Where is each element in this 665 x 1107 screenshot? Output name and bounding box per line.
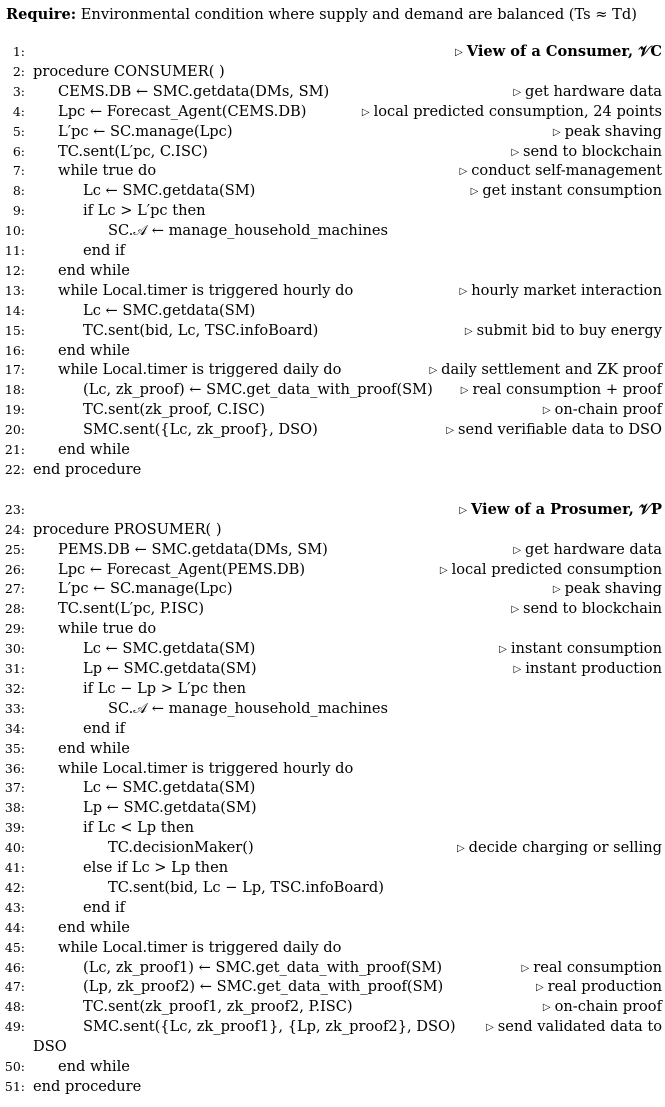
comment-text: instant consumption <box>510 640 662 658</box>
code-statement: TC.decisionMaker() <box>108 839 254 857</box>
algorithm-line <box>0 579 662 599</box>
algorithm-line <box>0 520 662 540</box>
algorithm-line <box>0 161 662 181</box>
comment-text: instant production <box>525 660 662 677</box>
line-number: 21: <box>4 442 25 457</box>
code-statement: (Lc, zk_proof1) ← SMC.get_data_with_proof(SM) <box>83 958 443 976</box>
line-comment <box>440 560 662 582</box>
code-statement: if Lc < Lp then <box>83 819 195 837</box>
code-statement: if Lc − Lp > L′pc then <box>83 679 247 697</box>
require-text: Environmental condition where supply and demand are balanced (Ts ≈ Td) <box>80 6 637 23</box>
algorithm-line <box>0 142 662 162</box>
code-statement: SMC.sent({Lc, zk_proof}, DSO) <box>83 421 318 439</box>
line-comment <box>465 321 662 343</box>
comment-triangle-icon: ▷ <box>459 285 468 297</box>
algorithm-line <box>0 918 662 938</box>
require-statement <box>6 5 661 25</box>
comment-text: on-chain proof <box>554 998 662 1016</box>
comment-text: View of a Prosumer, 𝒱P <box>470 500 662 518</box>
comment-triangle-icon: ▷ <box>535 982 544 994</box>
comment-text: decide charging or selling <box>468 839 662 857</box>
code-statement: while true do <box>58 162 157 180</box>
line-number: 19: <box>4 402 25 418</box>
algorithm-line <box>0 679 662 699</box>
algorithm-line <box>0 540 662 560</box>
line-comment <box>511 142 662 164</box>
line-number: 15: <box>4 322 25 338</box>
algorithm-line <box>0 798 662 818</box>
line-number: 34: <box>4 720 25 736</box>
comment-text: submit bid to buy energy <box>476 321 662 339</box>
line-comment <box>486 1017 662 1039</box>
line-number: 5: <box>12 123 25 139</box>
line-comment <box>461 380 662 402</box>
code-statement: Lc ← SMC.getdata(SM) <box>83 182 256 200</box>
code-statement: else if Lc > Lp then <box>83 859 229 876</box>
line-comment <box>471 181 662 203</box>
algorithm-line <box>0 599 662 619</box>
line-number: 23: <box>4 501 25 517</box>
code-statement: end while <box>58 918 130 936</box>
line-number: 22: <box>4 461 25 477</box>
algorithm-line <box>0 281 662 301</box>
code-statement: while true do <box>58 620 157 638</box>
comment-triangle-icon: ▷ <box>542 405 551 417</box>
algorithm-line <box>0 898 662 918</box>
comment-triangle-icon: ▷ <box>552 126 561 138</box>
code-statement: Lpc ← Forecast_Agent(CEMS.DB) <box>58 102 307 120</box>
line-number: 41: <box>4 860 25 875</box>
algorithm-line <box>0 938 662 958</box>
comment-text: daily settlement and ZK proof <box>441 361 662 379</box>
comment-triangle-icon: ▷ <box>513 664 522 675</box>
comment-triangle-icon: ▷ <box>429 365 438 377</box>
line-number: 29: <box>4 621 25 637</box>
comment-triangle-icon: ▷ <box>460 385 469 397</box>
comment-text: get hardware data <box>525 540 662 558</box>
code-statement: end if <box>83 898 126 916</box>
line-number: 1: <box>12 44 25 59</box>
line-number: 14: <box>4 302 25 318</box>
algorithm-line <box>0 997 662 1017</box>
algorithm-line <box>0 739 662 759</box>
code-statement: while Local.timer is triggered hourly do <box>58 759 354 777</box>
code-statement: Lpc ← Forecast_Agent(PEMS.DB) <box>58 560 306 578</box>
code-statement: L′pc ← SC.manage(Lpc) <box>58 580 233 598</box>
comment-text: conduct self-management <box>471 162 662 180</box>
algorithm-line <box>0 977 662 997</box>
code-statement: (Lc, zk_proof) ← SMC.get_data_with_proof(SM) <box>83 381 433 399</box>
line-comment <box>446 420 662 442</box>
line-number: 45: <box>4 939 25 955</box>
line-number: 49: <box>4 1019 25 1035</box>
algorithm-line <box>0 341 662 361</box>
comment-text: send validated data to <box>497 1018 662 1036</box>
line-number: 16: <box>4 342 25 358</box>
line-comment <box>362 102 662 124</box>
line-number: 35: <box>4 740 25 756</box>
line-number: 36: <box>4 760 25 776</box>
algorithm-line <box>0 460 662 480</box>
comment-text: on-chain proof <box>554 401 662 419</box>
code-statement: end while <box>58 739 130 757</box>
line-number: 7: <box>12 163 25 179</box>
line-number: 32: <box>4 680 25 696</box>
code-statement: SC.𝒜 ← manage_household_machines <box>108 222 389 240</box>
algorithm-line <box>0 400 662 420</box>
comment-text: real production <box>547 978 662 996</box>
line-comment <box>514 659 662 681</box>
line-number: 46: <box>4 959 25 975</box>
algorithm-line <box>0 420 662 440</box>
line-number: 18: <box>4 382 25 398</box>
algorithm-line <box>0 301 662 321</box>
algorithm-line <box>0 778 662 798</box>
algorithm-line <box>0 818 662 838</box>
algorithm-line <box>0 122 662 142</box>
comment-text: send to blockchain <box>523 142 662 160</box>
line-comment <box>553 579 662 601</box>
code-statement: end while <box>58 341 130 359</box>
code-statement: procedure CONSUMER( ) <box>33 62 225 80</box>
line-comment <box>460 281 662 303</box>
wrapped-comment-continuation: DSO <box>33 1038 67 1056</box>
line-number: 31: <box>4 661 25 676</box>
comment-triangle-icon: ▷ <box>361 106 370 118</box>
comment-triangle-icon: ▷ <box>456 843 465 855</box>
algorithm-line <box>0 360 662 380</box>
algorithm-line <box>0 1057 662 1077</box>
comment-triangle-icon: ▷ <box>439 564 448 576</box>
line-number: 47: <box>4 979 25 995</box>
line-comment <box>543 400 662 422</box>
comment-triangle-icon: ▷ <box>521 962 530 974</box>
code-statement: Lc ← SMC.getdata(SM) <box>83 640 256 658</box>
line-comment <box>543 997 662 1019</box>
comment-triangle-icon: ▷ <box>459 504 467 516</box>
code-statement: end while <box>58 261 130 279</box>
algorithm-line <box>0 699 662 719</box>
algorithm-line <box>0 619 662 639</box>
algorithm-line <box>0 102 662 122</box>
line-number: 3: <box>12 83 25 99</box>
code-statement: Lp ← SMC.getdata(SM) <box>83 660 257 677</box>
comment-triangle-icon: ▷ <box>464 325 473 337</box>
code-statement: (Lp, zk_proof2) ← SMC.get_data_with_proof(SM) <box>83 978 444 996</box>
algorithm-line <box>0 759 662 779</box>
code-statement: while Local.timer is triggered daily do <box>58 938 342 956</box>
line-comment <box>511 599 662 621</box>
algorithm-line <box>0 440 662 460</box>
comment-triangle-icon: ▷ <box>470 186 479 198</box>
line-number: 25: <box>4 541 25 557</box>
code-statement: end procedure <box>33 460 142 478</box>
line-comment <box>536 977 662 999</box>
algorithm-line <box>0 221 662 241</box>
line-number: 37: <box>4 780 25 796</box>
line-comment <box>460 161 662 183</box>
code-statement: TC.sent(bid, Lc − Lp, TSC.infoBoard) <box>108 878 384 896</box>
line-number: 28: <box>4 601 25 617</box>
comment-text: local predicted consumption <box>451 560 662 578</box>
line-number: 17: <box>4 362 25 378</box>
algorithm-line <box>0 958 662 978</box>
code-statement: procedure PROSUMER( ) <box>33 520 222 538</box>
algorithm-line <box>0 659 662 679</box>
algorithm-line <box>0 858 662 878</box>
algorithm-line <box>0 1077 662 1097</box>
line-comment <box>522 958 662 980</box>
comment-text: real consumption + proof <box>472 381 662 399</box>
code-statement: PEMS.DB ← SMC.getdata(DMs, SM) <box>58 540 328 558</box>
algorithm-line <box>0 380 662 400</box>
algorithm-line <box>0 261 662 281</box>
line-number: 30: <box>4 641 25 657</box>
code-statement: end if <box>83 719 126 737</box>
comment-triangle-icon: ▷ <box>446 425 455 437</box>
line-number: 11: <box>4 243 25 258</box>
code-statement: if Lc > L′pc then <box>83 202 206 220</box>
line-number: 6: <box>12 143 25 159</box>
algorithm-line <box>0 42 662 62</box>
line-number: 24: <box>4 521 25 537</box>
algorithm-line <box>0 878 662 898</box>
line-number: 39: <box>4 820 25 836</box>
code-statement: while Local.timer is triggered hourly do <box>58 281 354 299</box>
line-number: 9: <box>12 203 25 219</box>
algorithm-line <box>0 82 662 102</box>
section-header-comment <box>459 500 662 522</box>
algorithm-line <box>0 321 662 341</box>
comment-text: get instant consumption <box>482 182 662 200</box>
section-header-comment <box>455 42 662 64</box>
line-number: 44: <box>4 919 25 935</box>
comment-triangle-icon: ▷ <box>513 544 522 556</box>
comment-triangle-icon: ▷ <box>552 584 561 596</box>
line-comment <box>429 360 662 382</box>
code-statement: Lp ← SMC.getdata(SM) <box>83 799 257 817</box>
code-statement: CEMS.DB ← SMC.getdata(DMs, SM) <box>58 82 330 100</box>
code-statement: TC.sent(zk_proof, C.ISC) <box>83 401 265 419</box>
comment-triangle-icon: ▷ <box>455 47 463 58</box>
code-statement: TC.sent(L′pc, P.ISC) <box>58 600 205 618</box>
code-statement: end if <box>83 242 126 259</box>
comment-triangle-icon: ▷ <box>511 146 520 158</box>
comment-text: View of a Consumer, 𝒱C <box>466 43 662 60</box>
algorithm-line <box>0 62 662 82</box>
comment-text: local predicted consumption, 24 points <box>373 102 662 120</box>
line-comment <box>513 82 662 104</box>
algorithm-line <box>0 241 662 261</box>
algorithm-line <box>0 719 662 739</box>
code-statement: Lc ← SMC.getdata(SM) <box>83 301 256 319</box>
line-number: 4: <box>12 103 25 119</box>
algorithm-line <box>0 1017 662 1037</box>
code-statement: end while <box>58 441 130 458</box>
comment-triangle-icon: ▷ <box>459 166 468 178</box>
comment-text: get hardware data <box>525 82 662 100</box>
line-number: 20: <box>4 422 25 438</box>
line-number: 43: <box>4 899 25 915</box>
code-statement: TC.sent(bid, Lc, TSC.infoBoard) <box>83 321 319 339</box>
algorithm-line <box>0 201 662 221</box>
line-number: 40: <box>4 840 25 856</box>
comment-text: send to blockchain <box>523 600 662 618</box>
line-number: 51: <box>4 1079 25 1094</box>
line-number: 8: <box>12 183 25 199</box>
code-statement: end procedure <box>33 1078 142 1095</box>
comment-triangle-icon: ▷ <box>542 1002 551 1014</box>
code-statement: while Local.timer is triggered daily do <box>58 361 342 379</box>
comment-text: hourly market interaction <box>471 281 662 299</box>
code-statement: TC.sent(L′pc, C.ISC) <box>58 142 208 160</box>
comment-text: peak shaving <box>564 580 662 598</box>
comment-triangle-icon: ▷ <box>486 1022 494 1034</box>
algorithm-line <box>0 639 662 659</box>
code-statement: TC.sent(zk_proof1, zk_proof2, P.ISC) <box>83 998 353 1016</box>
line-comment <box>513 540 662 562</box>
code-statement: end while <box>58 1058 130 1076</box>
line-number: 26: <box>4 561 25 577</box>
comment-triangle-icon: ▷ <box>499 644 507 656</box>
algorithm-line <box>0 181 662 201</box>
comment-text: peak shaving <box>564 122 662 140</box>
algorithm-line <box>0 838 662 858</box>
code-statement: SC.𝒜 ← manage_household_machines <box>108 699 389 717</box>
line-comment <box>553 122 662 144</box>
line-number: 48: <box>4 999 25 1015</box>
line-number: 12: <box>4 262 25 278</box>
line-comment <box>499 639 662 661</box>
line-number: 13: <box>4 282 25 298</box>
comment-triangle-icon: ▷ <box>513 86 522 98</box>
line-number: 10: <box>4 223 25 239</box>
line-number: 50: <box>4 1059 25 1075</box>
line-number: 27: <box>4 581 25 597</box>
comment-text: real consumption <box>533 958 662 976</box>
line-number: 42: <box>4 879 25 895</box>
code-statement: L′pc ← SC.manage(Lpc) <box>58 122 233 140</box>
line-number: 2: <box>12 63 25 79</box>
algorithm-line <box>0 500 662 520</box>
code-statement: Lc ← SMC.getdata(SM) <box>83 779 256 797</box>
line-number: 33: <box>4 700 25 716</box>
line-number: 38: <box>4 800 25 816</box>
algorithm-line <box>0 560 662 580</box>
comment-text: send verifiable data to DSO <box>458 421 662 439</box>
require-label: Require: <box>6 6 77 23</box>
line-comment <box>457 838 662 860</box>
code-statement: SMC.sent({Lc, zk_proof1}, {Lp, zk_proof2}, DSO) <box>83 1018 456 1036</box>
comment-triangle-icon: ▷ <box>511 604 520 616</box>
